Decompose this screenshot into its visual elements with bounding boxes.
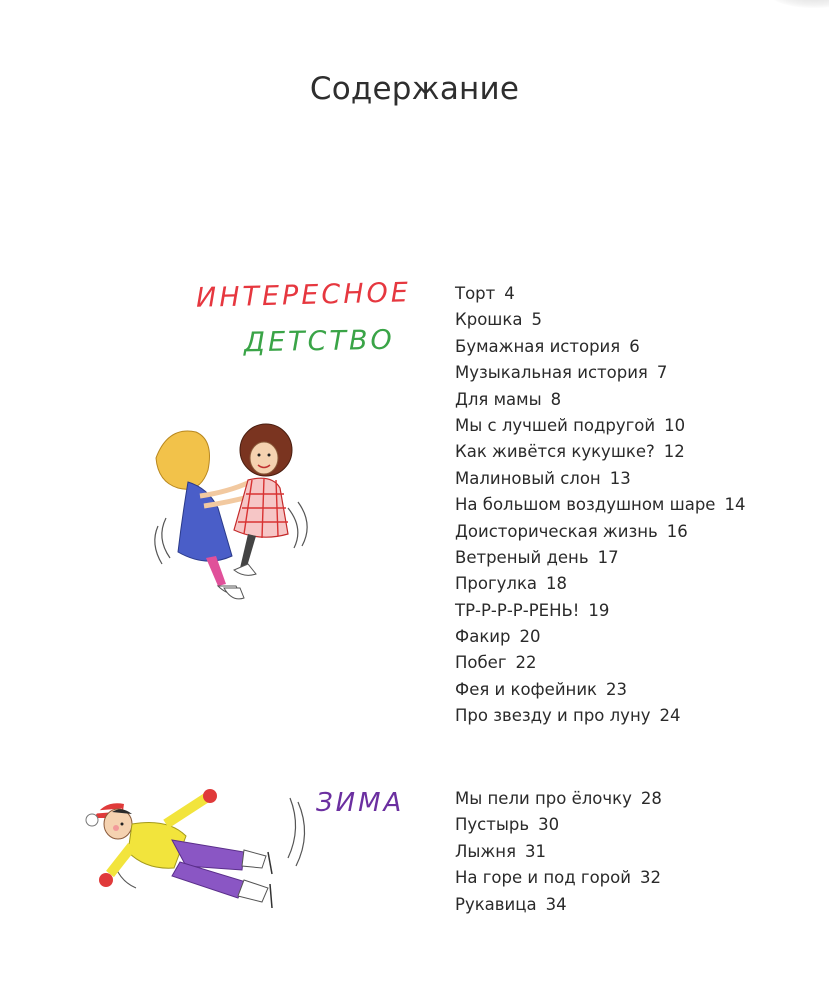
toc-entry [455,439,745,465]
toc-entry-page: 34 [545,894,567,914]
toc-entry-page: 28 [640,789,662,808]
toc-entry-title: Рукавица [455,894,537,914]
toc-entry [455,892,662,918]
toc-entry-page: 32 [639,868,661,888]
toc-entry-page: 6 [629,336,640,356]
toc-entry-title: Мы пели про ёлочку [455,789,632,808]
toc-entry-title: Доисторическая жизнь [455,521,658,541]
toc-entry-page: 17 [597,547,619,567]
toc-list-winter [455,786,662,918]
toc-entry-page: 24 [659,706,681,726]
toc-entry-page: 4 [504,284,515,303]
toc-entry-title: Факир [455,627,511,647]
toc-entry-title: Крошка [455,310,523,330]
toc-entry [455,598,745,624]
toc-entry-title: Фея и кофейник [455,679,598,699]
toc-entry [455,387,745,413]
two-girls-dancing-illustration [148,418,318,608]
toc-entry-page: 23 [606,679,628,699]
toc-entry-page: 16 [666,521,688,541]
toc-entry [455,334,745,360]
toc-entry [455,812,662,838]
page-title: Содержание [309,70,520,107]
toc-entry-title: Малиновый слон [455,468,601,488]
toc-entry [455,466,745,492]
toc-entry-title: Ветреный день [455,547,589,567]
toc-entry [455,677,745,703]
toc-entry [455,360,745,386]
toc-entry-page: 5 [531,310,542,330]
page-corner-shadow [769,0,829,8]
toc-entry [455,703,745,729]
toc-entry [455,281,745,307]
toc-entry-page: 20 [519,627,541,647]
toc-entry-page: 13 [609,468,631,488]
toc-entry-page: 30 [538,815,560,835]
toc-entry-page: 31 [525,841,547,861]
toc-entry [455,413,745,439]
toc-entry-page: 8 [550,389,562,409]
toc-entry [455,545,745,571]
toc-entry [455,786,662,812]
toc-entry-page: 7 [656,363,668,383]
toc-entry-title: Пустырь [455,815,530,835]
section-heading-interesting: ИНТЕРЕСНОЕ [195,277,412,314]
section-heading-winter: ЗИМА [316,788,405,818]
toc-entry [455,865,662,891]
toc-entry-title: Побег [455,653,507,673]
toc-entry [455,571,745,597]
section-heading-childhood: ДЕТСТВО [243,324,396,359]
toc-entry-title: На горе и под горой [455,868,631,888]
toc-entry-title: Как живётся кукушке? [455,442,655,462]
toc-entry-title: Бумажная история [455,336,621,356]
toc-entry-title: Для мамы [455,389,542,409]
toc-entry-title: Мы с лучшей подругой [455,415,656,435]
toc-entry [455,839,662,865]
toc-entry-title: Музыкальная история [455,363,648,383]
toc-entry-title: Торт [455,284,496,303]
toc-entry-title: Лыжня [455,841,517,861]
toc-entry-title: ТР-Р-Р-Р-РЕНЬ! [455,600,580,620]
toc-entry-page: 22 [515,653,537,673]
toc-entry-title: Про звезду и про луну [455,706,651,726]
toc-entry [455,650,745,676]
toc-entry [455,519,745,545]
toc-entry-title: На большом воздушном шаре [455,495,716,515]
skating-boy-illustration [76,778,316,918]
toc-entry-page: 12 [663,442,685,462]
toc-entry [455,492,745,518]
toc-list-interesting-childhood [455,281,745,730]
toc-entry-title: Прогулка [455,574,538,594]
toc-entry-page: 14 [724,495,746,515]
toc-entry-page: 18 [546,574,568,594]
toc-entry-page: 19 [588,600,610,620]
toc-entry [455,624,745,650]
toc-entry [455,307,745,333]
toc-entry-page: 10 [664,415,686,435]
